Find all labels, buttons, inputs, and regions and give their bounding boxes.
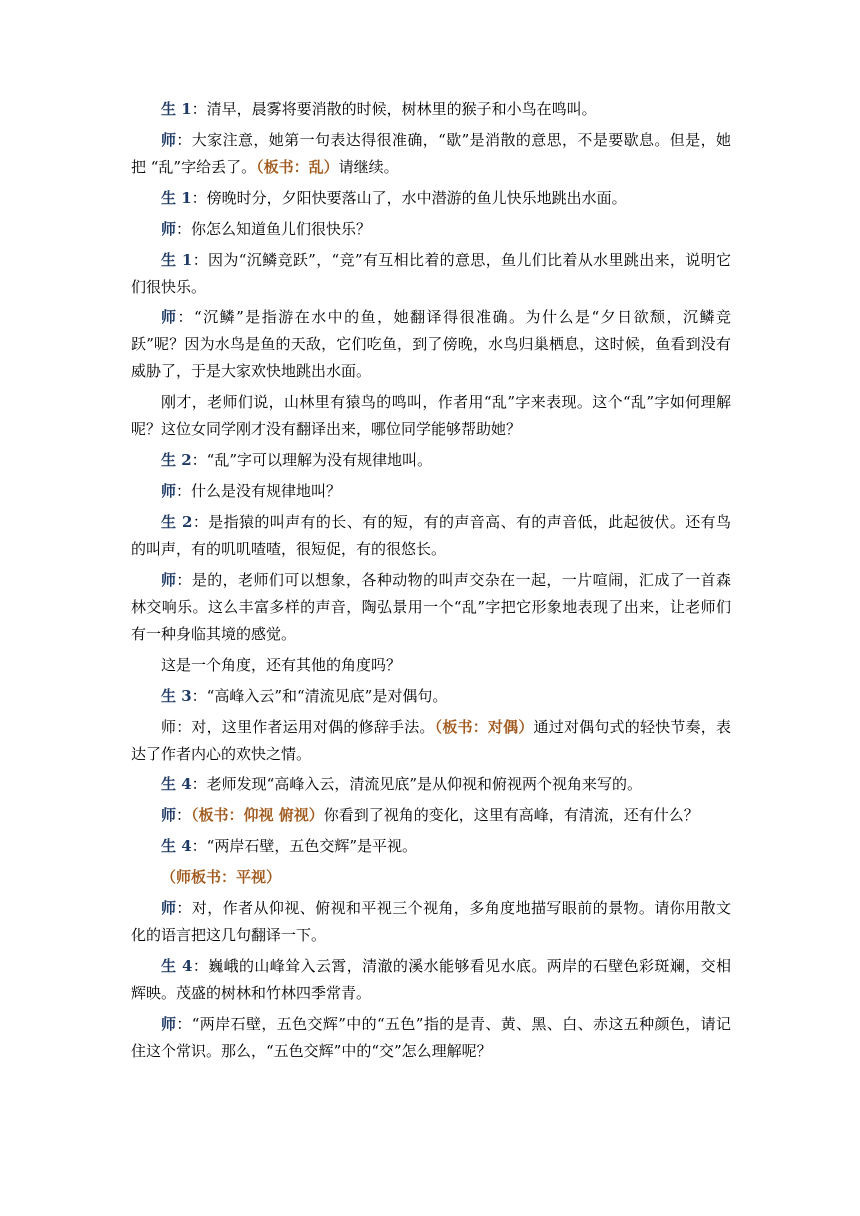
dialogue-paragraph (131, 1011, 731, 1065)
paragraph-text: ：“乱”字可以理解为没有规律地叫。 (191, 451, 433, 470)
speaker-label: 师 (161, 806, 177, 825)
paragraph-text: ：是的，老师们可以想象，各种动物的叫声交杂在一起，一片喧闹，汇成了一首森林交响乐。这么丰富多样的声音，陶弘景用一个“乱”字把它形象地表现了出来，让老师们有一种身临其境的感觉。 (131, 570, 731, 643)
speaker-label: 师 (161, 1014, 177, 1033)
dialogue-paragraph (131, 864, 731, 891)
board-note: （师板书：平视） (161, 868, 282, 887)
speaker-label: 师 (161, 717, 177, 736)
speaker-label: 生 4 (161, 956, 193, 975)
speaker-label: 生 2 (161, 451, 192, 470)
paragraph-text: ：大家注意，她第一句表达得很准确，“歇”是消散的意思，不是要歇息。但是，她把 “乱”字给丢了。 (131, 130, 731, 176)
speaker-label: 生 1 (161, 188, 192, 207)
dialogue-paragraph (131, 802, 731, 829)
dialogue-paragraph (131, 447, 731, 474)
board-note: （板书：对偶） (434, 717, 534, 736)
speaker-label: 生 2 (161, 513, 193, 532)
paragraph-text: 这是一个角度，还有其他的角度吗？ (161, 655, 402, 674)
dialogue-paragraph (131, 478, 731, 505)
dialogue-paragraph (131, 833, 731, 860)
dialogue-paragraph (131, 389, 731, 443)
board-note: （板书：乱） (256, 157, 339, 176)
paragraph-text: ：老师发现“高峰入云，清流见底”是从仰视和俯视两个视角来写的。 (191, 775, 643, 794)
paragraph-text: ：对，这里作者运用对偶的修辞手法。 (176, 717, 435, 736)
document-body (131, 96, 731, 1069)
paragraph-text: ：巍峨的山峰耸入云霄，清澈的溪水能够看见水底。两岸的石壁色彩斑斓，交相辉映。茂盛的树林和竹林四季常青。 (131, 956, 731, 1002)
speaker-label: 师 (161, 482, 177, 501)
dialogue-paragraph (131, 509, 731, 563)
speaker-label: 师 (161, 570, 177, 589)
speaker-label: 生 1 (161, 250, 193, 269)
speaker-label: 师 (161, 308, 178, 327)
paragraph-text: ：傍晚时分，夕阳快要落山了，水中潜游的鱼儿快乐地跳出水面。 (191, 188, 627, 207)
dialogue-paragraph (131, 771, 731, 798)
speaker-label: 师 (161, 219, 177, 238)
paragraph-text: ：什么是没有规律地叫？ (176, 482, 342, 501)
paragraph-text: ：是指猿的叫声有的长、有的短，有的声音高、有的声音低，此起彼伏。还有鸟的叫声，有的叽叽喳喳，很短促，有的很悠长。 (131, 513, 731, 559)
speaker-label: 师 (161, 130, 177, 149)
dialogue-paragraph (131, 567, 731, 648)
paragraph-text: ：“沉鳞”是指游在水中的鱼，她翻译得很准确。为什么是“夕日欲颓，沉鳞竞跃”呢？因为水鸟是鱼的天敌，它们吃鱼，到了傍晚，水鸟归巢栖息，这时候，鱼看到没有威胁了，于是大家欢快地跳出水面。 (131, 308, 731, 381)
dialogue-paragraph (131, 683, 731, 710)
paragraph-text: ：你怎么知道鱼儿们很快乐？ (176, 219, 372, 238)
dialogue-paragraph (131, 185, 731, 212)
paragraph-text: ：因为“沉鳞竞跃”，“竞”有互相比着的意思，鱼儿们比着从水里跳出来，说明它们很快乐。 (131, 250, 731, 296)
dialogue-paragraph (131, 96, 731, 123)
dialogue-paragraph (131, 895, 731, 949)
dialogue-paragraph (131, 127, 731, 181)
paragraph-text: 你看到了视角的变化，这里有高峰，有清流，还有什么？ (323, 806, 699, 825)
paragraph-text: ：“两岸石壁，五色交辉”是平视。 (191, 837, 418, 856)
dialogue-paragraph (131, 304, 731, 385)
paragraph-text: ：“两岸石壁，五色交辉”中的“五色”指的是青、黄、黑、白、赤这五种颜色，请记住这个常识。那么，“五色交辉”中的“交”怎么理解呢？ (131, 1014, 731, 1060)
paragraph-text: ： (176, 806, 192, 825)
dialogue-paragraph (131, 247, 731, 301)
paragraph-text: 通过对偶句式的轻快节奏，表达了作者内心的欢快之情。 (131, 717, 731, 763)
paragraph-text: ：“高峰入云”和“清流见底”是对偶句。 (191, 686, 448, 705)
speaker-label: 生 1 (161, 100, 192, 118)
dialogue-paragraph (131, 216, 731, 243)
speaker-label: 生 4 (161, 837, 192, 856)
paragraph-text: ：对，作者从仰视、俯视和平视三个视角，多角度地描写眼前的景物。请你用散文化的语言把这几句翻译一下。 (131, 899, 731, 945)
speaker-label: 生 3 (161, 686, 192, 705)
paragraph-text: 请继续。 (338, 157, 399, 176)
paragraph-text: 刚才，老师们说，山林里有猿鸟的鸣叫，作者用“乱”字来表现。这个“乱”字如何理解呢？这位女同学刚才没有翻译出来，哪位同学能够帮助她？ (131, 393, 731, 439)
board-note: （板书：仰视 俯视） (191, 806, 324, 825)
dialogue-paragraph (131, 953, 731, 1007)
speaker-label: 师 (161, 899, 177, 918)
speaker-label: 生 4 (161, 775, 192, 794)
dialogue-paragraph (131, 714, 731, 768)
paragraph-text: ：清早，晨雾将要消散的时候，树林里的猴子和小鸟在鸣叫。 (191, 100, 597, 118)
dialogue-paragraph (131, 652, 731, 679)
